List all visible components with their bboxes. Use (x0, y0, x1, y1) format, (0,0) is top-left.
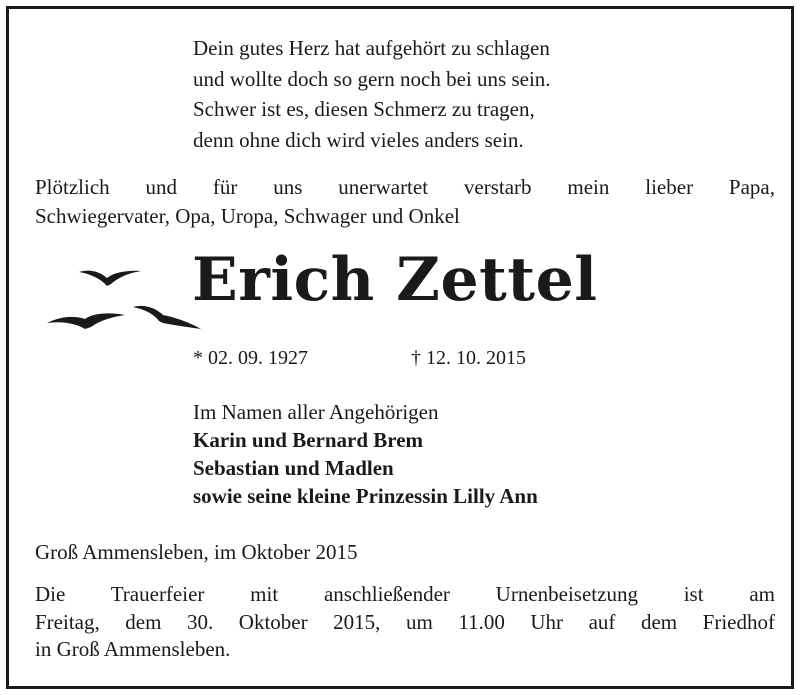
announcement-intro (35, 173, 775, 231)
poem-line: denn ohne dich wird vieles anders sein. (193, 127, 524, 152)
poem-line: Schwer ist es, diesen Schmerz zu tragen, (193, 97, 535, 121)
poem-line: Dein gutes Herz hat aufgehört zu schlagen (193, 36, 550, 60)
life-dates (193, 345, 526, 371)
funeral-info-line: Freitag, dem 30. Oktober 2015, um 11.00 Uhr auf dem Friedhof (35, 609, 775, 634)
family-name: Karin und Bernard Brem (193, 428, 424, 452)
family-name: Sebastian und Madlen (193, 456, 394, 480)
death-date: † 12. 10. 2015 (411, 347, 526, 369)
obituary-notice (6, 6, 794, 689)
funeral-info (35, 581, 775, 664)
place-and-date: Groß Ammensleben, im Oktober 2015 (35, 540, 358, 564)
intro-line: Schwiegervater, Opa, Uropa, Schwager und Onkel (35, 204, 460, 228)
deceased-name: Erich Zettel (192, 245, 598, 315)
family-name: sowie seine kleine Prinzessin Lilly Ann (193, 484, 538, 508)
family-signature (193, 398, 538, 510)
intro-line: Plötzlich und für uns unerwartet verstarb mein lieber Papa, (35, 175, 775, 199)
flying-birds-icon (33, 259, 203, 339)
funeral-info-line: Die Trauerfeier mit anschließender Urnenbeisetzung ist am (35, 582, 775, 606)
family-intro: Im Namen aller Angehörigen (193, 400, 439, 424)
funeral-info-line: in Groß Ammensleben. (35, 637, 231, 661)
birth-date: * 02. 09. 1927 (193, 347, 308, 369)
poem-line: und wollte doch so gern noch bei uns sein. (193, 66, 551, 91)
poem (193, 33, 551, 155)
